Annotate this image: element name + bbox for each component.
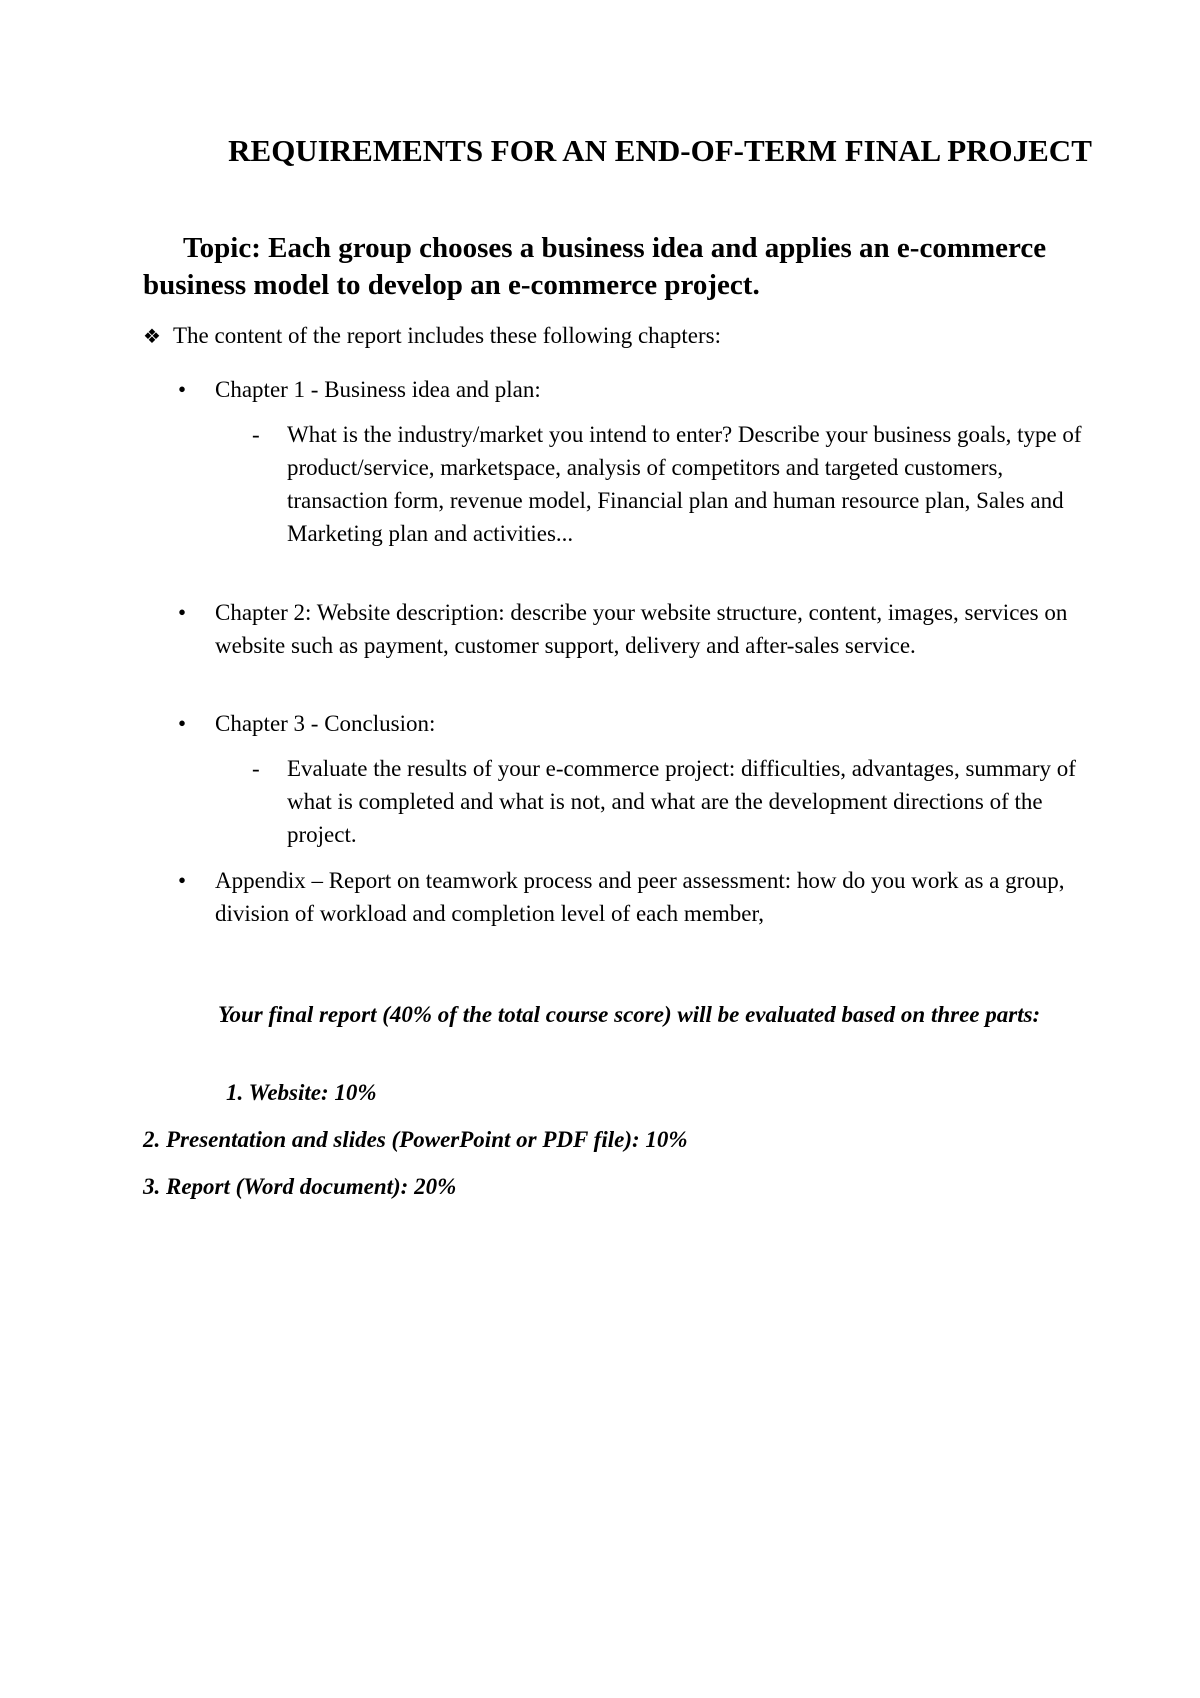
appendix-text: Appendix – Report on teamwork process and peer assessment: how do you work as a group, division of workload and completion level of each member, [215,868,1065,926]
topic-statement: Topic: Each group chooses a business idea and applies an e-commerce business model to develop an e-commerce project. [143,232,1047,301]
chapter-3-item [178,707,1115,740]
bullet-icon: • [178,600,187,625]
chapter-3-text: Chapter 3 - Conclusion: [215,711,436,736]
score-intro: Your final report (40% of the total course score) will be evaluated based on three parts: [218,1002,1041,1027]
score-part-website: 1. Website: 10% [226,1080,377,1105]
bullet-icon: • [178,711,187,736]
chapter-1-detail [252,418,1107,550]
bullet-icon: • [178,377,187,402]
dash-marker-icon: - [252,422,260,447]
dash-marker-icon: - [252,756,260,781]
appendix-item [178,864,1115,930]
chapters-intro-text: The content of the report includes these following chapters: [173,323,721,348]
chapter-2-text: Chapter 2: Website description: describe your website structure, content, images, services on website such as payment, customer support, delivery and after-sales service. [215,600,1068,658]
chapter-3-detail [252,752,1107,851]
score-part-report: 3. Report (Word document): 20% [143,1174,457,1199]
chapter-1-item [178,373,1115,406]
chapter-1-text: Chapter 1 - Business idea and plan: [215,377,541,402]
chapter-2-item [178,596,1115,662]
bullet-icon: • [178,868,187,893]
chapter-3-detail-text: Evaluate the results of your e-commerce project: difficulties, advantages, summary of what is completed and what is not, and what are the development directions of the project. [287,756,1076,847]
chapters-intro [143,320,1103,353]
score-part-presentation: 2. Presentation and slides (PowerPoint or PDF file): 10% [143,1127,688,1152]
chapter-1-detail-text: What is the industry/market you intend to enter? Describe your business goals, type of product/service, marketspace, analysis of competitors and targeted customers, transaction form, revenue model, Financial plan and human resource plan, Sales and Marketing plan and activities... [287,422,1082,546]
document-title: REQUIREMENTS FOR AN END-OF-TERM FINAL PROJECT [228,133,1092,168]
diamond-bullet-icon: ❖ [143,326,161,348]
